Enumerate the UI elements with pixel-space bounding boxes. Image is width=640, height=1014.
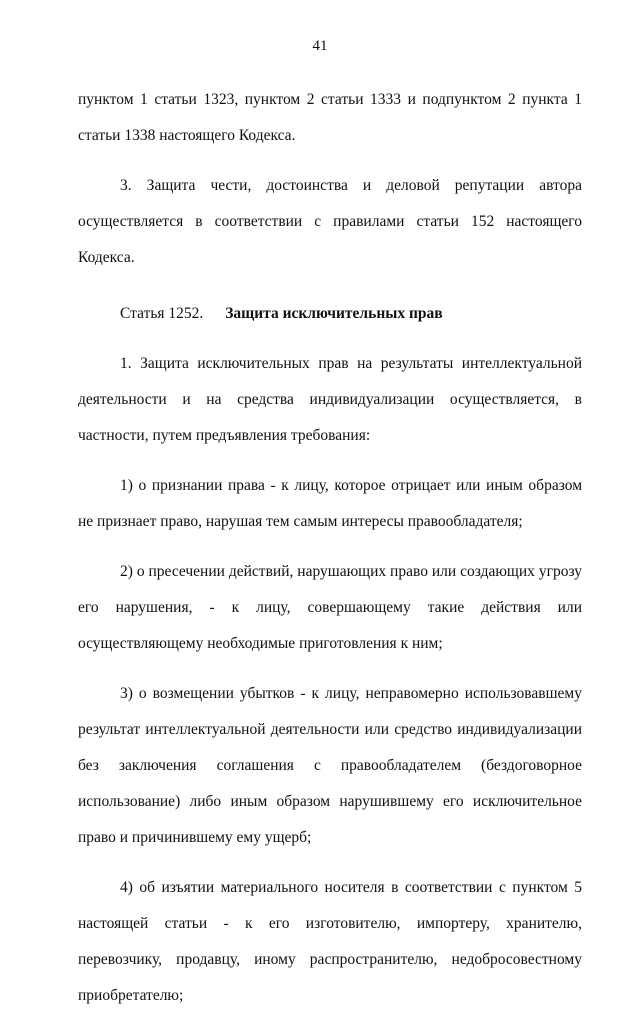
paragraph-continuation: пунктом 1 статьи 1323, пунктом 2 статьи 1333 и подпунктом 2 пункта 1 статьи 1338 настоящего Кодекса. (78, 91, 582, 144)
page-number: 41 (312, 38, 328, 54)
list-item-2: 2) о пресечении действий, нарушающих право или создающих угрозу его нарушения, - к лицу, совершающему такие действия или осуществляющему необходимые приготовления к ним; (78, 563, 582, 652)
list-item-4: 4) об изъятии материального носителя в соответствии с пунктом 5 настоящей статьи - к его изготовителю, импортеру, хранителю, перевозчику, продавцу, иному распространителю, недобросовестному приобретателю; (78, 879, 582, 1004)
article-heading (78, 296, 582, 332)
document-body (78, 82, 582, 1014)
article-intro-paragraph: 1. Защита исключительных прав на результаты интеллектуальной деятельности и на средства индивидуализации осуществляется, в частности, путем предъявления требования: (78, 355, 582, 444)
paragraph-item-3: 3. Защита чести, достоинства и деловой репутации автора осуществляется в соответствии с правилами статьи 152 настоящего Кодекса. (78, 177, 582, 266)
list-item-3: 3) о возмещении убытков - к лицу, неправомерно использовавшему результат интеллектуальной деятельности или средство индивидуализации без заключения соглашения с правообладателем (бездоговорное использование) либо иным образом нарушившему его исключительное право и причинившему ему ущерб; (78, 685, 582, 846)
list-item-1: 1) о признании права - к лицу, которое отрицает или иным образом не признает право, нарушая тем самым интересы правообладателя; (78, 477, 582, 530)
article-number: Статья 1252. (120, 305, 204, 322)
article-title: Защита исключительных прав (225, 305, 443, 322)
